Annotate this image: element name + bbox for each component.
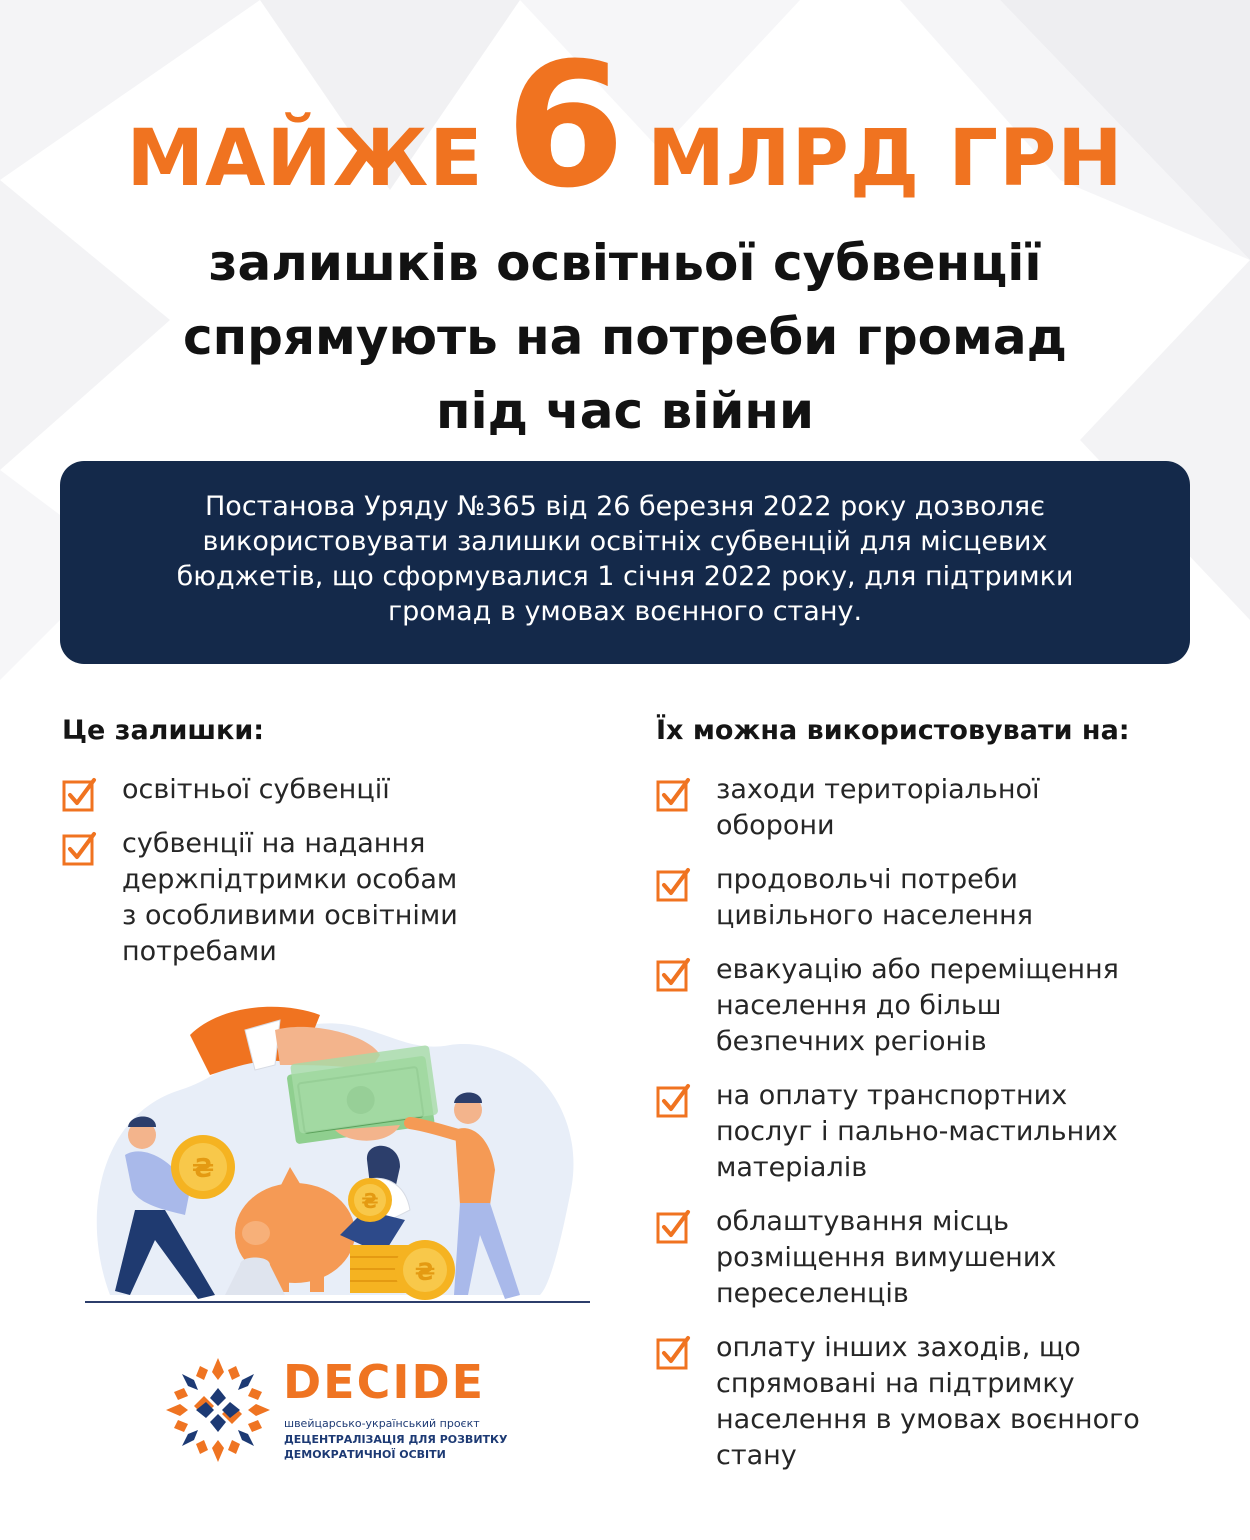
item-line: держпідтримки особам [122, 864, 458, 895]
list-item [656, 772, 1226, 844]
checkbox-icon [62, 830, 98, 866]
checkbox-icon [62, 776, 98, 812]
coin-symbol: ₴ [191, 1154, 215, 1184]
item-line: оплату інших заходів, що [716, 1332, 1081, 1363]
logo-subtitle: швейцарсько-український проєкт [284, 1417, 480, 1430]
coin-symbol: ₴ [414, 1258, 436, 1286]
list-item [656, 952, 1226, 1060]
list-item [62, 772, 542, 808]
left-column-title: Це залишки: [62, 715, 265, 746]
headline-prefix: МАЙЖЕ [126, 114, 484, 204]
subheadline-line: під час війни [436, 382, 814, 440]
logo-subtitle: ДЕМОКРАТИЧНОЇ ОСВІТИ [284, 1448, 446, 1461]
list-item [656, 1078, 1226, 1186]
checkbox-icon [656, 776, 692, 812]
list-item [62, 826, 542, 970]
checkbox-icon [656, 1082, 692, 1118]
item-line: потребами [122, 936, 277, 967]
list-item [656, 1204, 1226, 1312]
right-column-title: Їх можна використовувати на: [656, 715, 1130, 746]
checkbox-icon [656, 956, 692, 992]
item-line: населення в умовах воєнного [716, 1404, 1140, 1435]
subheadline-line: спрямують на потреби громад [182, 308, 1068, 366]
logo-subtitle: ДЕЦЕНТРАЛІЗАЦІЯ ДЛЯ РОЗВИТКУ [284, 1433, 508, 1446]
snowflake-logo-icon [163, 1355, 273, 1465]
list-item [656, 1330, 1226, 1474]
item-line: евакуацію або переміщення [716, 954, 1119, 985]
item-line: заходи територіальної [716, 774, 1040, 805]
resolution-info-box [60, 461, 1190, 664]
left-column [62, 715, 542, 970]
headline-suffix: МЛРД ГРН [647, 114, 1124, 204]
coin-symbol: ₴ [361, 1189, 379, 1213]
item-line: послуг і пально-мастильних [716, 1116, 1118, 1147]
item-line: стану [716, 1440, 797, 1471]
info-line: використовувати залишки освітніх субвенцій для місцевих [202, 526, 1048, 557]
checkbox-icon [656, 1208, 692, 1244]
checkbox-icon [656, 1334, 692, 1370]
right-list [656, 772, 1226, 1474]
item-line: освітньої субвенції [122, 774, 390, 805]
logo-wordmark: DECIDE [283, 1355, 486, 1409]
money-illustration [70, 995, 610, 1315]
item-line: населення до більш [716, 990, 1002, 1021]
headline-number: 6 [505, 25, 626, 226]
item-line: субвенції на надання [122, 828, 426, 859]
item-line: продовольчі потреби [716, 864, 1018, 895]
item-line: матеріалів [716, 1152, 868, 1183]
checkbox-icon [656, 866, 692, 902]
subheadline-line: залишків освітньої субвенції [208, 234, 1042, 292]
info-line: Постанова Уряду №365 від 26 березня 2022 року дозволяє [205, 491, 1045, 522]
subheadline [0, 226, 1250, 448]
item-line: розміщення вимушених [716, 1242, 1057, 1273]
item-line: спрямовані на підтримку [716, 1368, 1075, 1399]
headline [0, 25, 1250, 230]
item-line: безпечних регіонів [716, 1026, 987, 1057]
info-line: громад в умовах воєнного стану. [387, 596, 863, 627]
item-line: з особливими освітніми [122, 900, 458, 931]
item-line: оборони [716, 810, 835, 841]
item-line: на оплату транспортних [716, 1080, 1068, 1111]
item-line: цивільного населення [716, 900, 1034, 931]
list-item [656, 862, 1226, 934]
decide-logo [163, 1353, 508, 1473]
item-line: облаштування місць [716, 1206, 1009, 1237]
right-column [656, 715, 1226, 1474]
item-line: переселенців [716, 1278, 909, 1309]
info-line: бюджетів, що сформувалися 1 січня 2022 року, для підтримки [176, 561, 1074, 592]
left-list [62, 772, 542, 970]
